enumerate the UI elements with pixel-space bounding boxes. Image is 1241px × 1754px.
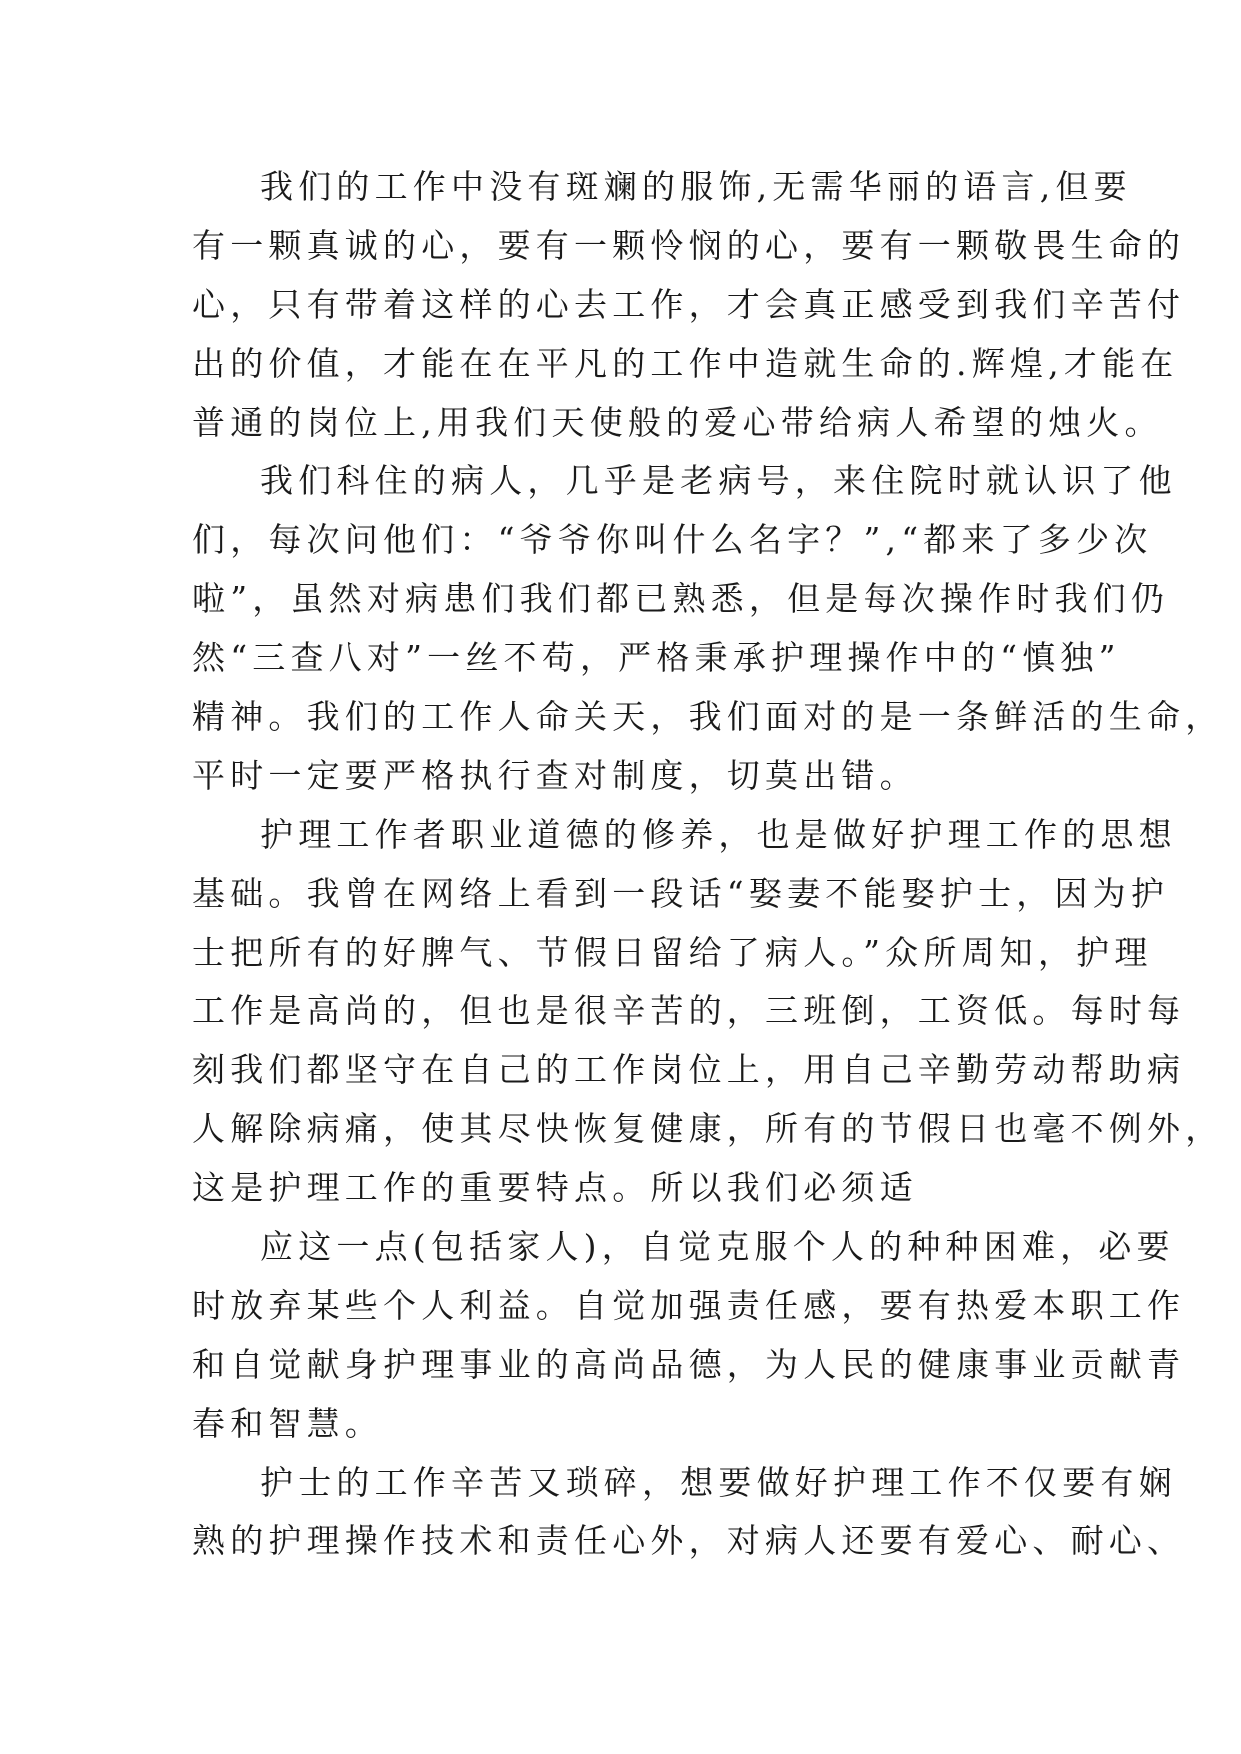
- paragraph-1-line-3: 心，只有带着这样的心去工作，才会真正感受到我们辛苦付: [192, 284, 1186, 324]
- paragraph-3-line-1: 护理工作者职业道德的修养，也是做好护理工作的思想: [260, 814, 1177, 854]
- paragraph-2-line-6: 平时一定要严格执行查对制度，切莫出错。: [192, 755, 918, 795]
- paragraph-2-line-1: 我们科住的病人，几乎是老病号，来住院时就认识了他: [260, 461, 1177, 501]
- paragraph-5-line-2: 熟的护理操作技术和责任心外，对病人还要有爱心、耐心、: [192, 1521, 1186, 1561]
- paragraph-3-line-6: 人解除病痛，使其尽快恢复健康，所有的节假日也毫不例外，: [192, 1109, 1224, 1149]
- paragraph-2-line-5: 精神。我们的工作人命关天，我们面对的是一条鲜活的生命，: [192, 697, 1224, 737]
- paragraph-1-line-5: 普通的岗位上,用我们天使般的爱心带给病人希望的烛火。: [192, 402, 1163, 442]
- paragraph-5-line-1: 护士的工作辛苦又琐碎，想要做好护理工作不仅要有娴: [260, 1462, 1177, 1502]
- paragraph-1-line-2: 有一颗真诚的心，要有一颗怜悯的心，要有一颗敬畏生命的: [192, 225, 1186, 265]
- paragraph-4-line-1: 应这一点(包括家人)，自觉克服个人的种种困难，必要: [260, 1227, 1175, 1267]
- paragraph-2-line-2: 们，每次问他们：“爷爷你叫什么名字？”,“都来了多少次: [192, 520, 1153, 560]
- paragraph-3-line-4: 工作是高尚的，但也是很辛苦的，三班倒，工资低。每时每: [192, 991, 1186, 1031]
- paragraph-4-line-2: 时放弃某些个人利益。自觉加强责任感，要有热爱本职工作: [192, 1285, 1186, 1325]
- paragraph-3-line-3: 士把所有的好脾气、节假日留给了病人。”众所周知，护理: [192, 932, 1153, 972]
- paragraph-4-line-4: 春和智慧。: [192, 1403, 383, 1443]
- paragraph-4-line-3: 和自觉献身护理事业的高尚品德，为人民的健康事业贡献青: [192, 1344, 1186, 1384]
- paragraph-2-line-3: 啦”，虽然对病患们我们都已熟悉，但是每次操作时我们仍: [192, 579, 1170, 619]
- paragraph-1-line-4: 出的价值，才能在在平凡的工作中造就生命的.辉煌,才能在: [192, 343, 1179, 383]
- paragraph-2-line-4: 然“三查八对”一丝不苟，严格秉承护理操作中的“慎独”: [192, 638, 1121, 678]
- document-body: [192, 158, 1224, 1571]
- paragraph-1-line-1: 我们的工作中没有斑斓的服饰,无需华丽的语言,但要: [260, 167, 1132, 206]
- paragraph-3-line-7: 这是护理工作的重要特点。所以我们必须适: [192, 1168, 918, 1208]
- paragraph-3-line-5: 刻我们都坚守在自己的工作岗位上，用自己辛勤劳动帮助病: [192, 1050, 1186, 1090]
- paragraph-3-line-2: 基础。我曾在网络上看到一段话“娶妻不能娶护士，因为护: [192, 873, 1170, 913]
